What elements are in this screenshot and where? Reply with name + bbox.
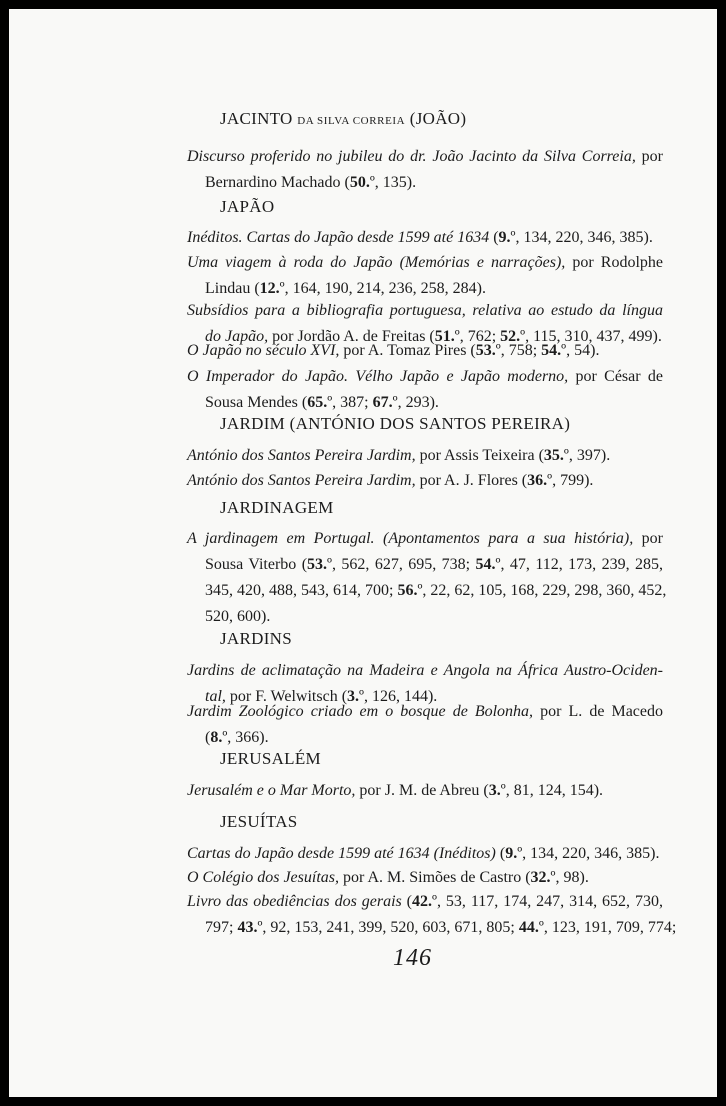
index-entries bbox=[9, 9, 717, 1097]
entry-line: (8.º, 366). bbox=[205, 729, 269, 746]
entry-line: 345, 420, 488, 543, 614, 700; 56.º, 22, 62, 105, 168, 229, 298, 360, 452, bbox=[205, 582, 667, 599]
entry-line bbox=[187, 658, 663, 684]
entry-line: 797; 43.º, 92, 153, 241, 399, 520, 603, 671, 805; 44.º, 123, 191, 709, 774; bbox=[205, 919, 677, 936]
entry-title: Cartas do Japão desde 1599 até 1634 (Inéditos) bbox=[187, 845, 496, 862]
entry-title: Discurso proferido no jubileu do dr. João Jacinto da Silva Correia, bbox=[187, 148, 636, 165]
entry-title: Jardim Zoológico criado em o bosque de Bolonha, bbox=[187, 703, 534, 720]
entry-title: Subsídios para a bibliografia portuguesa, relativa ao estudo da língua bbox=[187, 302, 663, 319]
entry-jerusalem bbox=[187, 778, 663, 804]
heading-jerusalem: JERUSALÉM bbox=[220, 749, 321, 768]
entry-line: A jardinagem em Portugal. (Apontamentos para a sua história), por bbox=[187, 530, 664, 547]
entry-line: António dos Santos Pereira Jardim, por Assis Teixeira (35.º, 397). bbox=[187, 447, 611, 464]
entry-line bbox=[187, 298, 663, 324]
entry-line: do Japão, por Jordão A. de Freitas (51.º, 762; 52.º, 115, 310, 437, 499). bbox=[205, 328, 662, 345]
entry-title: O Imperador do Japão. Vélho Japão e Japão moderno, bbox=[187, 368, 569, 385]
entry-line: tal, por F. Welwitsch (3.º, 126, 144). bbox=[205, 688, 438, 705]
entry-line: Sousa Viterbo (53.º, 562, 627, 695, 738; 54.º, 47, 112, 173, 239, 285, bbox=[205, 556, 664, 573]
entry-line: Bernardino Machado (50.º, 135). bbox=[205, 174, 417, 191]
heading-japao: JAPÃO bbox=[220, 197, 275, 216]
heading-jardim: JARDIM (ANTÓNIO DOS SANTOS PEREIRA) bbox=[220, 414, 571, 433]
entry-cartas bbox=[187, 841, 663, 867]
heading-jesuitas: JESUÍTAS bbox=[220, 812, 298, 831]
heading-name: JACINTO bbox=[220, 109, 293, 128]
entry-jardim-flores bbox=[187, 468, 663, 494]
entry-seculo-xvi bbox=[187, 338, 663, 364]
heading-paren: (JOÃO) bbox=[409, 109, 467, 128]
entry-title: António dos Santos Pereira Jardim, bbox=[187, 472, 416, 489]
entry-line: António dos Santos Pereira Jardim, por A. J. Flores (36.º, 799). bbox=[187, 472, 594, 489]
entry-title: A jardinagem em Portugal. (Apontamentos para a sua história), bbox=[187, 530, 634, 547]
entry-line: Cartas do Japão desde 1599 até 1634 (Inéditos) (9.º, 134, 220, 346, 385). bbox=[187, 845, 660, 862]
heading-jardins: JARDINS bbox=[220, 629, 293, 648]
entry-line: Jardim Zoológico criado em o bosque de Bolonha, por L. de Macedo bbox=[187, 703, 664, 720]
entry-colegio bbox=[187, 865, 663, 891]
entry-zoologico bbox=[187, 699, 663, 751]
entry-discurso bbox=[187, 144, 663, 196]
entry-line: Livro das obediências dos gerais (42.º, 53, 117, 174, 247, 314, 652, 730, bbox=[187, 893, 663, 910]
entry-viagem bbox=[187, 250, 663, 302]
entry-imperador bbox=[187, 364, 663, 416]
book-page bbox=[9, 9, 717, 1097]
entry-line: Uma viagem à roda do Japão (Memórias e narrações), por Rodolphe bbox=[187, 254, 664, 271]
entry-line: Discurso proferido no jubileu do dr. João Jacinto da Silva Correia, por bbox=[187, 148, 663, 165]
heading-jacinto bbox=[220, 109, 466, 129]
entry-line: Lindau (12.º, 164, 190, 214, 236, 258, 284). bbox=[205, 280, 486, 297]
heading-jardinagem: JARDINAGEM bbox=[220, 498, 334, 517]
entry-title: António dos Santos Pereira Jardim, bbox=[187, 447, 416, 464]
entry-line: O Colégio dos Jesuítas, por A. M. Simões de Castro (32.º, 98). bbox=[187, 869, 589, 886]
entry-line: Jerusalém e o Mar Morto, por J. M. de Abreu (3.º, 81, 124, 154). bbox=[187, 782, 604, 799]
entry-jardim-teixeira bbox=[187, 443, 663, 469]
entry-title: Uma viagem à roda do Japão (Memórias e narrações), bbox=[187, 254, 566, 271]
entry-line: Sousa Mendes (65.º, 387; 67.º, 293). bbox=[205, 394, 439, 411]
entry-jardinagem bbox=[187, 526, 667, 630]
entry-line: O Japão no século XVI, por A. Tomaz Pires (53.º, 758; 54.º, 54). bbox=[187, 342, 600, 359]
entry-line: O Imperador do Japão. Vélho Japão e Japão moderno, por César de bbox=[187, 368, 663, 385]
entry-title: Jerusalém e o Mar Morto, bbox=[187, 782, 356, 799]
entry-title: Inéditos. Cartas do Japão desde 1599 até 1634 bbox=[187, 229, 490, 246]
page-number: 146 bbox=[393, 945, 432, 971]
entry-ineditos bbox=[187, 225, 663, 251]
heading-smallcaps: DA SILVA CORREIA bbox=[297, 115, 406, 127]
entry-livro bbox=[187, 889, 677, 941]
entry-title: Livro das obediências dos gerais bbox=[187, 893, 402, 910]
entry-line: Inéditos. Cartas do Japão desde 1599 até 1634 (9.º, 134, 220, 346, 385). bbox=[187, 229, 653, 246]
entry-title: O Japão no século XVI, bbox=[187, 342, 340, 359]
entry-title: O Colégio dos Jesuítas, bbox=[187, 869, 339, 886]
entry-line: 520, 600). bbox=[205, 608, 271, 625]
entry-title: Jardins de aclimatação na Madeira e Angola na África Austro-Ociden- bbox=[187, 662, 663, 679]
